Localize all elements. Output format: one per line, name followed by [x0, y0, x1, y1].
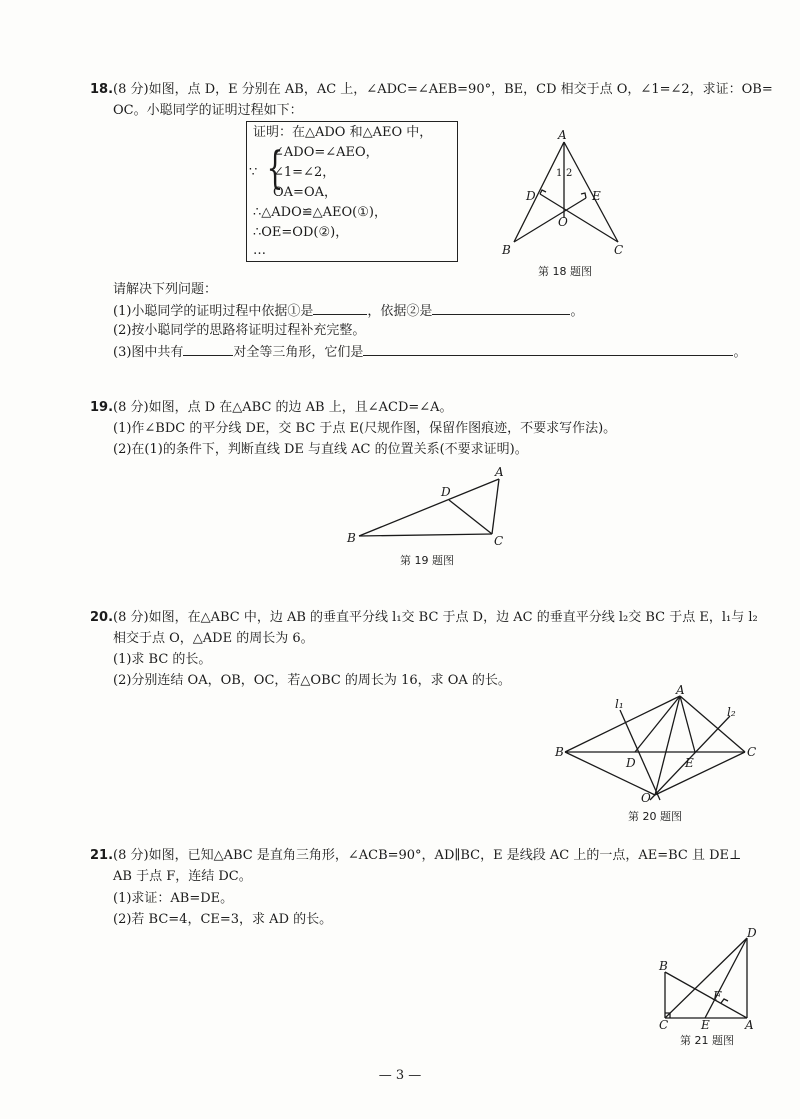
q20-label-O: O — [641, 791, 651, 805]
q18-part2: (2)按小聪同学的思路将证明过程补充完整。 — [113, 323, 366, 338]
q21-label-F: F — [713, 989, 722, 1003]
q20-label-B: B — [555, 745, 564, 759]
q18-label-C: C — [614, 243, 624, 257]
q20-label-A: A — [676, 683, 685, 697]
q18-label-E: E — [592, 189, 601, 203]
q20-caption: 第 20 题图 — [628, 810, 682, 823]
q18-part3: (3)图中共有 对全等三角形，它们是 。 — [113, 341, 746, 363]
q18-prompt: 请解决下列问题： — [113, 282, 218, 297]
q21-line4: (2)若 BC=4，CE=3，求 AD 的长。 — [113, 912, 333, 927]
q18-proof-box — [246, 121, 458, 262]
proof-line-2: ∠ADO=∠AEO， — [273, 145, 379, 160]
q20-line4: (2)分别连结 OA，OB，OC，若△OBC 的周长为 16，求 OA 的长。 — [113, 673, 511, 688]
q18-angle-2: 2 — [566, 168, 573, 179]
proof-because-symbol: ∵ — [249, 165, 258, 180]
q18-label-B: B — [502, 243, 511, 257]
q18-label-D: D — [526, 189, 536, 203]
q19-figure — [345, 465, 515, 550]
q19-line2: (1)作∠BDC 的平分线 DE，交 BC 于点 E(尺规作图，保留作图痕迹，不要求写作法)。 — [113, 421, 617, 436]
q19-label-D: D — [441, 485, 451, 499]
q18-figure — [500, 130, 630, 260]
q20-label-D: D — [626, 756, 636, 770]
q21-line1: 21.(8 分)如图，已知△ABC 是直角三角形，∠ACB=90°，AD∥BC，E 是线段 AC 上的一点，AE=BC 且 DE⊥ — [90, 848, 742, 863]
q18-line2: OC。小聪同学的证明过程如下： — [113, 103, 303, 118]
q21-label-A: A — [745, 1018, 754, 1032]
q18-line1: 18.(8 分)如图，点 D，E 分别在 AB，AC 上，∠ADC=∠AEB=90°，BE，CD 相交于点 O，∠1=∠2，求证：OB= — [90, 82, 773, 97]
proof-line-4: OA=OA， — [273, 185, 337, 200]
proof-line-5: ∴△ADO≌△AEO(①)， — [253, 205, 387, 220]
q18-label-O: O — [558, 215, 568, 229]
q20-line1: 20.(8 分)如图，在△ABC 中，边 AB 的垂直平分线 l₁交 BC 于点 D，边 AC 的垂直平分线 l₂交 BC 于点 E，l₁与 l₂ — [90, 610, 758, 625]
q21-line2: AB 于点 F，连结 DC。 — [113, 869, 252, 884]
q19-caption: 第 19 题图 — [400, 554, 454, 567]
q21-label-C: C — [659, 1018, 669, 1032]
page-number: — 3 — — [378, 1068, 422, 1083]
q20-line2: 相交于点 O，△ADE 的周长为 6。 — [113, 631, 314, 646]
q18-part1: (1)小聪同学的证明过程中依据①是 ，依据②是 。 — [113, 300, 583, 322]
proof-line-3: ∠1=∠2， — [273, 165, 336, 180]
q18-angle-1: 1 — [556, 168, 563, 179]
q19-label-B: B — [347, 531, 356, 545]
q20-figure — [555, 683, 757, 805]
answer-blank[interactable] — [363, 341, 733, 356]
q20-label-l2: l₂ — [727, 705, 736, 719]
q20-label-C: C — [747, 745, 757, 759]
q18-caption: 第 18 题图 — [538, 265, 592, 278]
proof-line-7: … — [253, 243, 266, 258]
q20-line3: (1)求 BC 的长。 — [113, 652, 212, 667]
q21-label-B: B — [659, 959, 668, 973]
q19-label-A: A — [495, 465, 504, 479]
q19-line3: (2)在(1)的条件下，判断直线 DE 与直线 AC 的位置关系(不要求证明)。 — [113, 442, 528, 457]
answer-blank[interactable] — [432, 300, 570, 315]
q20-label-E: E — [685, 756, 694, 770]
proof-line-6: ∴OE=OD(②)， — [253, 225, 349, 240]
q19-label-C: C — [494, 534, 504, 548]
answer-blank[interactable] — [313, 300, 367, 315]
q18-label-A: A — [558, 128, 567, 142]
q19-line1: 19.(8 分)如图，点 D 在△ABC 的边 AB 上，且∠ACD=∠A。 — [90, 400, 453, 415]
proof-line-1: 证明：在△ADO 和△AEO 中， — [253, 125, 433, 140]
q21-line3: (1)求证：AB=DE。 — [113, 891, 234, 906]
proof-brace: { — [266, 143, 284, 194]
q21-label-D: D — [747, 926, 757, 940]
q21-label-E: E — [701, 1018, 710, 1032]
q21-figure — [655, 926, 760, 1032]
q20-label-l1: l₁ — [615, 697, 624, 711]
q21-caption: 第 21 题图 — [680, 1034, 734, 1047]
answer-blank[interactable] — [183, 341, 233, 356]
